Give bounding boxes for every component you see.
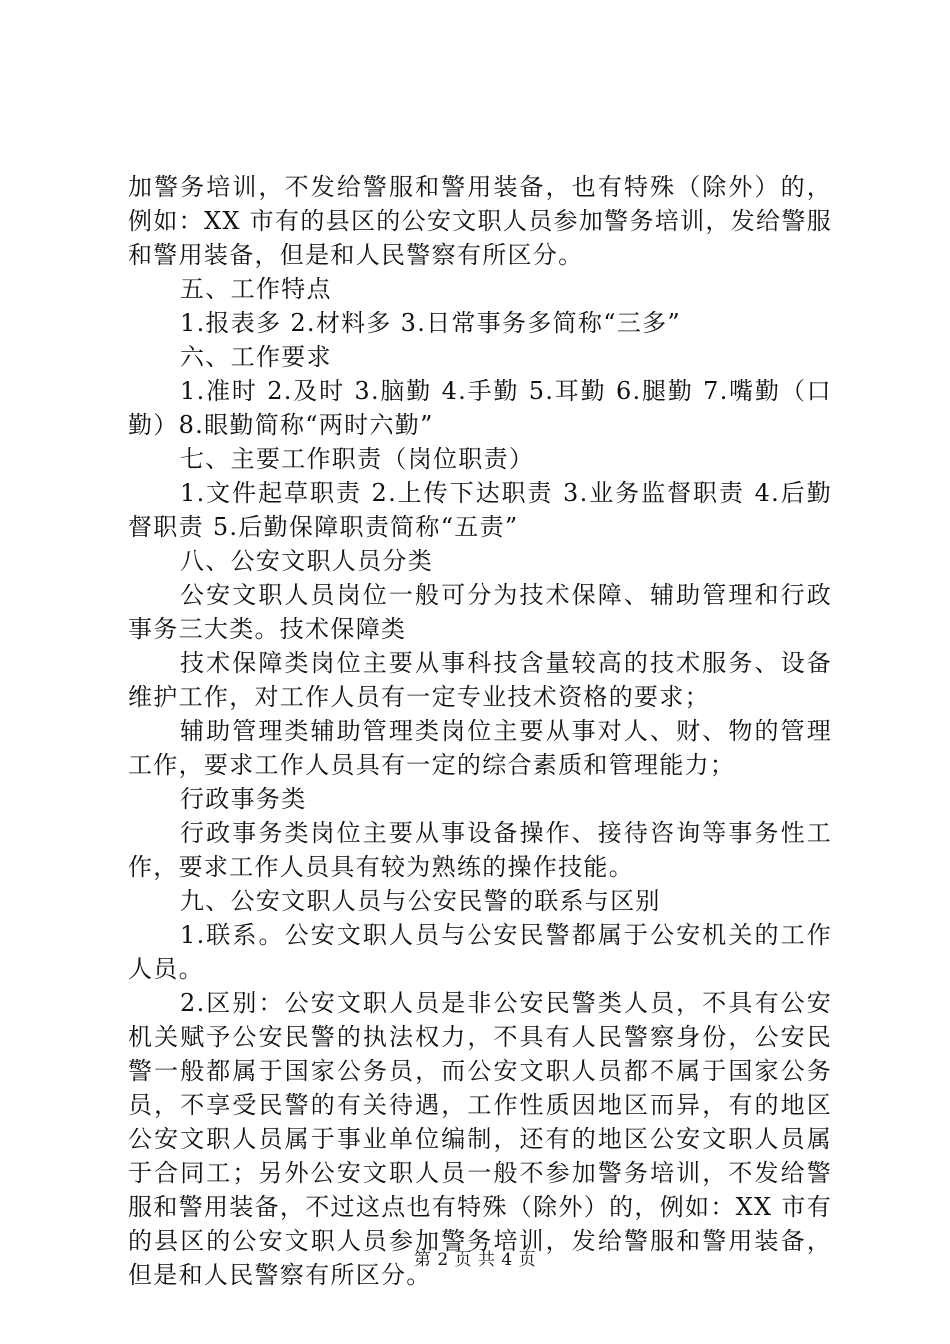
- text-line: 公安文职人员属于事业单位编制，还有的地区公安文职人员属: [128, 1125, 832, 1153]
- text-line: 七、主要工作职责（岗位职责）: [180, 445, 535, 473]
- text-line: 1.报表多 2.材料多 3.日常事务多简称“三多”: [180, 309, 681, 337]
- text-line: 警一般都属于国家公务员，而公安文职人员都不属于国家公务: [128, 1057, 832, 1085]
- text-line: 1.文件起草职责 2.上传下达职责 3.业务监督职责 4.后勤: [180, 479, 832, 507]
- text-line: 和警用装备，但是和人民警察有所区分。: [128, 241, 584, 269]
- text-line: 机关赋予公安民警的执法权力，不具有人民警察身份，公安民: [128, 1023, 832, 1051]
- text-line: 九、公安文职人员与公安民警的联系与区别: [180, 887, 661, 915]
- text-line: 维护工作，对工作人员有一定专业技术资格的要求；: [128, 683, 710, 711]
- text-line: 督职责 5.后勤保障职责简称“五责”: [128, 513, 519, 541]
- text-line: 技术保障类岗位主要从事科技含量较高的技术服务、设备: [180, 649, 832, 677]
- text-line: 五、工作特点: [180, 275, 332, 303]
- text-line: 于合同工；另外公安文职人员一般不参加警务培训，不发给警: [128, 1159, 832, 1187]
- text-line: 员，不享受民警的有关待遇，工作性质因地区而异，有的地区: [128, 1091, 832, 1119]
- text-line: 工作，要求工作人员具有一定的综合素质和管理能力；: [128, 751, 736, 779]
- page-footer: 第 2 页 共 4 页: [413, 1250, 537, 1270]
- text-line: 六、工作要求: [180, 343, 332, 371]
- text-line: 行政事务类: [180, 785, 307, 813]
- text-line: 1.准时 2.及时 3.脑勤 4.手勤 5.耳勤 6.腿勤 7.嘴勤（口: [180, 377, 832, 405]
- text-line: 事务三大类。技术保障类: [128, 615, 407, 643]
- text-line: 行政事务类岗位主要从事设备操作、接待咨询等事务性工: [180, 819, 832, 847]
- text-line: 公安文职人员岗位一般可分为技术保障、辅助管理和行政: [180, 581, 832, 609]
- text-line: 但是和人民警察有所区分。: [128, 1261, 432, 1289]
- text-line: 辅助管理类辅助管理类岗位主要从事对人、财、物的管理: [180, 717, 832, 745]
- text-line: 加警务培训，不发给警服和警用装备，也有特殊（除外）的，: [128, 173, 832, 201]
- text-line: 八、公安文职人员分类: [180, 547, 433, 575]
- text-line: 勤）8.眼勤简称“两时六勤”: [128, 411, 434, 439]
- text-line: 服和警用装备，不过这点也有特殊（除外）的，例如：XX 市有: [128, 1193, 832, 1221]
- text-line: 例如：XX 市有的县区的公安文职人员参加警务培训，发给警服: [128, 207, 832, 235]
- text-line: 人员。: [128, 955, 204, 983]
- text-line: 1.联系。公安文职人员与公安民警都属于公安机关的工作: [180, 921, 832, 949]
- text-line: 作，要求工作人员具有较为熟练的操作技能。: [128, 853, 634, 881]
- document-body: [128, 170, 832, 1292]
- text-line: 2.区别：公安文职人员是非公安民警类人员，不具有公安: [180, 989, 832, 1017]
- text-line: 的县区的公安文职人员参加警务培训，发给警服和警用装备，: [128, 1227, 832, 1255]
